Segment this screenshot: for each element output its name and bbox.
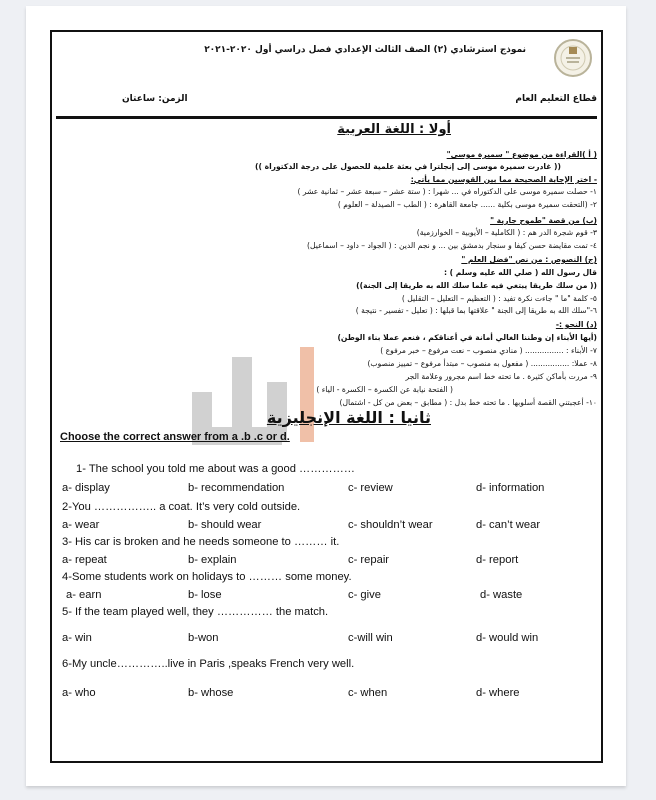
arabic-question-7: ٧- الأبناء : ................ ( منادي منصوب – نعت مرفوع – خبر مرفوع ) [380, 346, 597, 355]
exam-frame [50, 30, 603, 763]
arabic-question-8: ٨- عملا: ................ ( مفعول به منصوب – مبتدأ مرفوع – تمييز منصوب) [367, 359, 597, 368]
arabic-question-3: ٣- قوم شجرة الدر هم : ( الكاملية – الأيوبية – الخوارزمية) [416, 228, 597, 237]
option-d: d- report [476, 554, 519, 566]
option-b: b- lose [188, 589, 222, 601]
english-section-title: ثانيا : اللغة الإنجليزية [266, 408, 431, 427]
arabic-section-title: أولا : اللغة العربية [337, 122, 451, 137]
question-text: 4-Some students work on holidays to ……… some money. [62, 571, 352, 583]
grammar-quote: (أيها الأبناء إن وطننا الغالي أمانة في أعناقكم ، فنعم عملا بناء الوطن) [337, 333, 597, 342]
question-text: 6-My uncle…………..live in Paris ,speaks French very well. [62, 658, 355, 670]
question-text: 3- His car is broken and he needs someone to ……… it. [62, 536, 340, 548]
prophet-said-line: قال رسول الله ( صلي الله عليه وسلم ) : [443, 268, 597, 277]
option-b: b- whose [188, 687, 234, 699]
reading-heading: ( أ )القراءة من موضوع " سميرة موسى" [446, 150, 597, 159]
option-b: b- should wear [188, 519, 262, 531]
option-d: d- can’t wear [476, 519, 541, 531]
option-c: c- repair [348, 554, 390, 566]
exam-title: نموذج استرشادي (٢) الصف الثالث الإعدادي فصل دراسي أول ٢٠٢٠-٢٠٢١ [204, 45, 526, 55]
story-heading: (ب) من قصة "طموح جارية " [490, 216, 597, 225]
english-instruction: Choose the correct answer from a .b .c or d. [60, 431, 290, 443]
option-c: c- give [348, 589, 381, 601]
arabic-question-4: ٤- تمت مقايضة حسن كيفا و سنجار بدمشق بين ... و نجم الدين : ( الجواد – داود – اسماعيل) [306, 241, 597, 250]
arabic-question-10: ١٠- أعجبتني القصة أسلوبها . ما تحته خط بدل : ( مطابق – بعض من كل - اشتمال) [339, 398, 597, 407]
reading-quote: (( غادرت سميرة موسى إلى إنجلترا في بعثة علمية للحصول على درجة الدكتوراة )) [255, 162, 561, 171]
option-b: b- explain [188, 554, 237, 566]
option-d: d- where [476, 687, 520, 699]
exam-duration: الزمن: ساعتان [122, 94, 188, 104]
option-a: a- repeat [62, 554, 107, 566]
option-b: b-won [188, 632, 219, 644]
arabic-question-5: ٥- كلمة "ما " جاءت نكرة تفيد : ( التعظيم – التعليل – التقليل ) [401, 294, 597, 303]
option-c: c-will win [348, 632, 393, 644]
question-text: 2-You …………….. a coat. It’s very cold outside. [62, 501, 301, 513]
arabic-question-6: ٦-"سلك الله به طريقا إلى الجنة " علاقتها بما قبلها : ( تعليل - تفسير - نتيجة ) [355, 306, 597, 315]
option-b: b- recommendation [188, 482, 285, 494]
arabic-question-2: ٢- (التحقت سميرة موسى بكلية ...... جامعة القاهرة : ( الطب – الصيدلة – العلوم ) [337, 200, 597, 209]
question-text: 5- If the team played well, they …………… the match. [62, 606, 329, 618]
option-d: d- would win [476, 632, 539, 644]
option-c: c- shouldn’t wear [348, 519, 433, 531]
option-d: d- information [476, 482, 545, 494]
texts-heading: (ج) النصوص : من نص "فضل العلم " [461, 255, 597, 264]
ministry-seal-logo [553, 38, 593, 78]
arabic-question-9: ٩- مررت بأماكن كثيرة . ما تحته خط اسم مجرور وعلامة الجر [405, 372, 597, 381]
choose-instruction: - اختر الإجابة الصحيحة مما بين القوسين مما يأتي: [410, 175, 597, 184]
sector-name: قطاع التعليم العام [515, 94, 597, 104]
option-c: c- review [348, 482, 393, 494]
hadith-quote: (( من سلك طريقا يبتغي فيه علما سلك الله به طريقا إلى الجنة)) [356, 281, 597, 290]
option-d: d- waste [480, 589, 523, 601]
option-a: a- earn [66, 589, 102, 601]
option-a: a- wear [62, 519, 100, 531]
option-c: c- when [348, 687, 388, 699]
grammar-heading: (د) النحو :- [555, 320, 597, 329]
header-divider [56, 116, 597, 119]
option-a: a- who [62, 687, 96, 699]
question-text: 1- The school you told me about was a good …………… [76, 463, 355, 475]
arabic-question-9-options: ( الفتحة نيابة عن الكسرة – الكسرة - الياء ) [316, 385, 453, 394]
option-a: a- display [62, 482, 110, 494]
arabic-question-1: ١- حصلت سميرة موسى على الدكتوراه في ... شهرا : ( ستة عشر – سبعة عشر – ثمانية عشر ) [297, 187, 597, 196]
option-a: a- win [62, 632, 92, 644]
